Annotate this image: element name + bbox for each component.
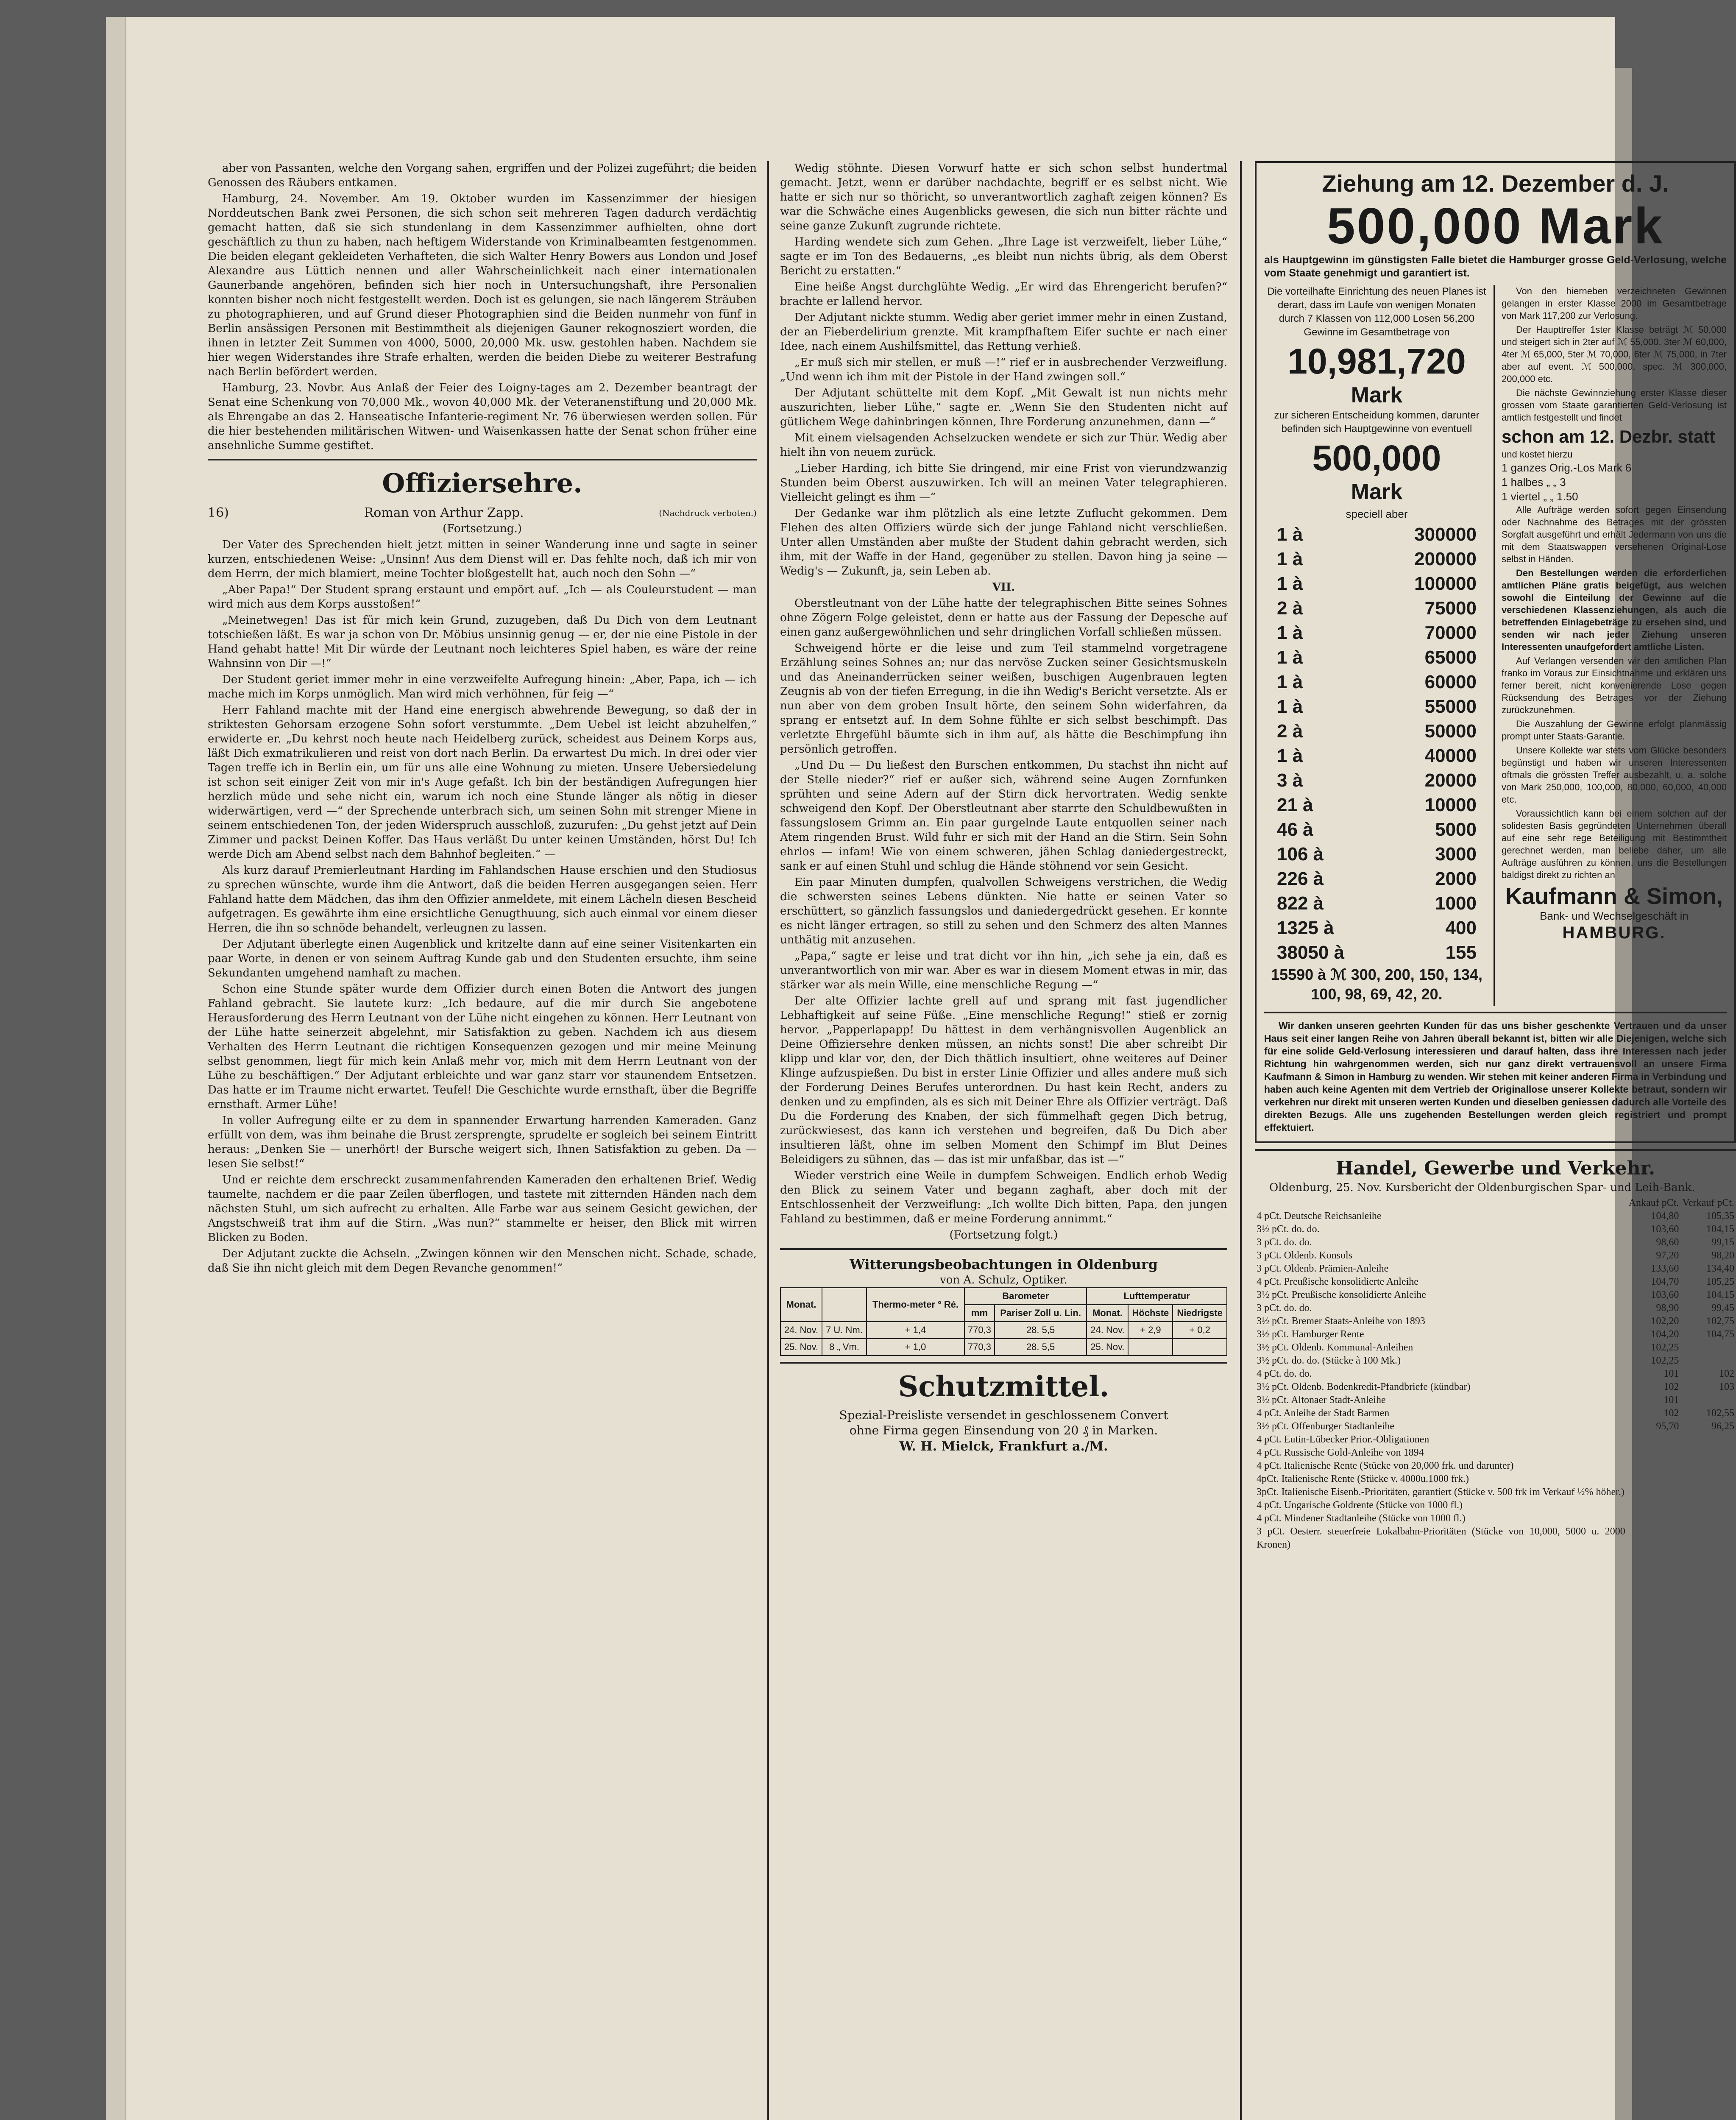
weather-row <box>780 1339 1227 1356</box>
prize-count: 21 à <box>1277 795 1313 815</box>
weather-by: von A. Schulz, Optiker. <box>940 1274 1067 1286</box>
schutz-firm: W. H. Mielck, Frankfurt a./M. <box>899 1439 1108 1454</box>
bourse-rate: 134,40 <box>1706 1263 1734 1274</box>
novel-title: Offiziersehre. <box>382 468 582 499</box>
lottery-left <box>1264 285 1495 1006</box>
novel-continuation: (Fortsetzung.) <box>443 522 522 535</box>
weather-table <box>780 1287 1227 1356</box>
bourse-rate: 104,80 <box>1651 1211 1679 1222</box>
bourse-rate: 103,60 <box>1651 1289 1679 1300</box>
bourse-rate <box>1680 1473 1736 1486</box>
bourse-header-blank <box>1255 1197 1627 1210</box>
prize-count: 1 à <box>1277 672 1303 692</box>
bourse-security: 3½ pCt. do. do. <box>1257 1224 1320 1235</box>
novel-paragraph: „Er muß sich mir stellen, er muß —!“ rief er in ausbrechender Verzweiflung. „Und wenn ich ihm mit der Pistole in der Hand zwingen soll.“ <box>780 356 1227 383</box>
bourse-row <box>1255 1210 1736 1223</box>
bourse-row <box>1255 1302 1736 1315</box>
bourse-row <box>1255 1341 1736 1354</box>
prize-amount: 60000 <box>1424 672 1477 692</box>
bourse-security: 4 pCt. Anleihe der Stadt Barmen <box>1257 1408 1390 1419</box>
bourse-security: 4 pCt. do. do. <box>1257 1368 1312 1379</box>
novel-paragraph: „Lieber Harding, ich bitte Sie dringend, mir eine Frist von vierundzwanzig Stunden beim Oberst auszuwirken. Ich will an meinen Vater telegraphieren. Vielleicht gelingt es ihm —“ <box>780 462 1227 504</box>
bourse-rate: 105,35 <box>1706 1211 1734 1222</box>
prize-count: 106 à <box>1277 844 1324 865</box>
bourse-rate <box>1627 1525 1681 1551</box>
weather-header: mm <box>964 1305 995 1322</box>
prize-row <box>1264 522 1489 547</box>
novel-byline <box>208 505 757 522</box>
novel-paragraph: Wieder verstrich eine Weile in dumpfem Schweigen. Endlich erhob Wedig den Blick zu seinem Vater und begann zaghaft, aber doch mit der Entschlossenheit der Verzweiflung: „Ich wollte Dich bitten, Papa, den jungen Fahland zu bestimmen, daß er meine Forderung annimmt.“ <box>780 1169 1227 1225</box>
prize-count: 1 à <box>1277 622 1303 643</box>
schutz-title: Schutzmittel. <box>898 1370 1109 1403</box>
bourse-security: 3 pCt. Oldenb. Konsols <box>1257 1250 1353 1261</box>
bourse-rate: 102,55 <box>1706 1408 1734 1419</box>
prize-row <box>1264 719 1489 744</box>
novel-paragraph: Schweigend hörte er die leise und zum Teil stammelnd vorgetragene Erzählung seines Sohnes an; nur das nervöse Zucken seiner Gesichtsmuskeln und das Aneinanderrücken seiner weißen, buschigen Augenbrauen legten Zeugnis ab von der tiefen Erregung, in die ihn Wedig's Bericht versetzte. Als er nun aber von dem groben Insult hörte, den seinem Sohn widerfahren, da sprang er entsetzt auf. In dem Sohne fühlte er sich selbst beschimpft. Das verletzte Ehrgefühl bäumte sich in ihm auf, als hätte die Beschimpfung ihn persönlich getroffen. <box>780 642 1227 756</box>
bourse-security: 3½ pCt. Hamburger Rente <box>1257 1329 1364 1340</box>
news-paragraph: Hamburg, 23. Novbr. Aus Anlaß der Feier des Loigny-tages am 2. Dezember beantragt der Senat eine Schenkung von 70,000 Mk., wovon 40,000 Mk. der Veteranenstiftung und 20,000 Mk. als Ehrengabe an das 2. Hanseatische Infanterie-regiment Nr. 76 überwiesen werden sollen. Für die hier bestehenden militärischen Witwen- und Waisenkassen hatte der Senat schon früher eine ansehnliche Summe gestiftet. <box>208 382 757 452</box>
novel-paragraph: Ein paar Minuten dumpfen, qualvollen Schweigens verstrichen, die Wedig die schwersten seines Lebens dünkten. Nie hatte er seinen Vater so erschüttert, so gänzlich fassungslos und daniedergedrückt gesehen. Er konnte es nicht länger ertragen, so still zu sehen und den Schmerz des alten Mannes unthätig mit anzusehen. <box>780 876 1227 946</box>
novel-note: (Nachdruck verboten.) <box>659 508 757 518</box>
bourse-row <box>1255 1512 1736 1525</box>
prize-row <box>1264 940 1489 965</box>
bourse-security: 3 pCt. Oesterr. steuerfreie Lokalbahn-Prioritäten (Stücke von 10,000, 5000 u. 2000 Kronen) <box>1257 1526 1625 1550</box>
bourse-rate <box>1680 1512 1736 1525</box>
column-rule <box>1240 161 1242 2120</box>
bourse-rate: 102 <box>1719 1368 1734 1379</box>
bourse-row <box>1255 1499 1736 1512</box>
novel-paragraph: Der Adjutant zuckte die Achseln. „Zwingen können wir den Menschen nicht. Schade, schade, daß Sie ihn nicht gleich mit dem Degen Revanche genommen!“ <box>208 1247 757 1275</box>
chapter-heading: VII. <box>992 581 1015 594</box>
bourse-rate: 98,90 <box>1656 1303 1679 1314</box>
weather-cell: 25. Nov. <box>780 1339 822 1356</box>
divider <box>1255 1149 1736 1151</box>
lottery-price-intro: und kostet hierzu <box>1502 449 1573 460</box>
lottery-price: 1 ganzes Orig.-Los Mark 6 <box>1502 461 1632 474</box>
prize-row <box>1264 572 1489 596</box>
novel-paragraph: Wedig stöhnte. Diesen Vorwurf hatte er sich schon selbst hundertmal gemacht. Jetzt, wenn er darüber nachdachte, begriff er es selbst nicht. Wie hatte er sich nur so thöricht, so unverantwortlich zaghaft zeigen können? Es war die Schwäche eines Augenblicks gewesen, die sich nun bitter rächte und seine ganze Zukunft zugrunde richtete. <box>780 162 1227 232</box>
novel-paragraph: In voller Aufregung eilte er zu dem in spannender Erwartung harrenden Kameraden. Ganz erfüllt von dem, was ihm beinahe die Brust zersprengte, sprudelte er sogleich bei seinem Eintritt heraus: „Denken Sie — unerhört! der Bursche weigert sich, Ihnen Satisfaktion zu geben. Da — lesen Sie selbst!“ <box>208 1114 757 1170</box>
bourse-intro: Oldenburg, 25. Nov. Kursbericht der Oldenburgischen Spar- und Leih-Bank. <box>1269 1181 1695 1194</box>
weather-cell: 25. Nov. <box>1087 1339 1128 1356</box>
bourse-rate: 102 <box>1664 1381 1679 1392</box>
weather-header: Niedrigste <box>1173 1305 1227 1322</box>
bourse-rate: 99,15 <box>1711 1237 1734 1248</box>
novel-paragraph: Als kurz darauf Premierleutnant Harding im Fahlandschen Hause erschien und den Studiosus zu sprechen wünschte, wurde ihm die Antwort, daß die beiden Herren ausgegangen seien. Herr Fahland hatte dem Mädchen, das ihm den Offizier anmeldete, mit einem Lächeln diesen Bescheid aufgetragen. Es gewährte ihm eine ersichtliche Genugthuung, sich auch einmal vor einem dieser Herren, die ihn so schnöde behandelt, verleugnen zu lassen. <box>208 864 757 934</box>
news-paragraph: aber von Passanten, welche den Vorgang sahen, ergriffen und der Polizei zugeführt; die beiden Genossen des Räubers entkamen. <box>208 162 757 189</box>
continuation-note: (Fortsetzung folgt.) <box>949 1229 1058 1241</box>
weather-cell: 8 „ Vm. <box>822 1339 867 1356</box>
bourse-rate: 104,15 <box>1706 1224 1734 1235</box>
weather-cell <box>1128 1339 1173 1356</box>
prize-row <box>1264 621 1489 645</box>
bourse-security: 3½ pCt. Oldenb. Bodenkredit-Pfandbriefe (kündbar) <box>1257 1381 1471 1392</box>
prize-count: 1 à <box>1277 696 1303 717</box>
bourse-title: Handel, Gewerbe und Verkehr. <box>1335 1158 1655 1179</box>
lottery-date: schon am 12. Dezbr. statt <box>1502 427 1716 446</box>
lottery-right-text: Auf Verlangen versenden wir den amtlichen Plan franko im Voraus zur Einsichtnahme und erklären uns ferner bereit, nicht konvenierende Lose gegen Rücksendung des Betrages vor der Ziehung zurückzunehmen. <box>1502 656 1727 715</box>
schutz-line: ohne Firma gegen Einsendung von 20 ₰ in Marken. <box>849 1423 1158 1437</box>
weather-cell: + 1,4 <box>867 1322 964 1339</box>
weather-group-header: Lufttemperatur <box>1087 1288 1227 1305</box>
bourse-rate: 105,25 <box>1706 1276 1734 1287</box>
weather-cell: 28. 5,5 <box>995 1322 1087 1339</box>
bourse-rate <box>1627 1486 1681 1499</box>
bourse-rate <box>1680 1499 1736 1512</box>
bourse-row <box>1255 1223 1736 1236</box>
schutz-line: Spezial-Preisliste versendet in geschlossenem Convert <box>839 1408 1168 1422</box>
divider <box>780 1362 1227 1364</box>
weather-header: Monat. <box>780 1288 822 1322</box>
weather-header <box>822 1288 867 1322</box>
newspaper-page <box>106 17 1734 2120</box>
schutz-ad <box>780 1370 1227 1455</box>
lottery-total: 10,981,720 <box>1287 341 1466 381</box>
bourse-security: 3½ pCt. Bremer Staats-Anleihe von 1893 <box>1257 1316 1425 1327</box>
prize-amount: 75000 <box>1424 598 1477 619</box>
prize-amount: 3000 <box>1435 844 1477 865</box>
news-paragraph: Hamburg, 24. November. Am 19. Oktober wurden im Kassenzimmer der hiesigen Norddeutschen Bank zwei Personen, die sich schon seit mehreren Tagen dadurch verdächtig gemacht hatten, daß sie sich stundenlang in dem Kassenzimmer aufhielten, ohne dort geschäftlich zu thun zu haben, nach heftigem Widerstande von Kriminalbeamten festgenommen. Die beiden elegant gekleideten Verhafteten, die sich Walter Henry Bowers aus London und Josef Alexandre aus Lüttich nennen und aller Wahrscheinlichkeit nach einer internationalen Gaunerbande angehören, befinden sich hier noch in Untersuchungshaft, ihre Personalien konnten bisher noch nicht festgestellt werden. Doch ist es gelungen, sie nach längerem Sträuben zu photographieren, und auf Grund dieser Photographien sind die Beiden nunmehr von fünf in Berlin ansässigen Personen mit Bestimmtheit als diejenigen Gauner rekognosziert worden, die ihnen in letzter Zeit Summen von 4000, 5000, 20,000 Mk. usw. gestohlen haben. Nachdem sie hier wegen Widerstandes ihre Strafe erhalten, werden die beiden Diebe zu weiterer Bestrafung nach Berlin befördert werden. <box>208 192 757 378</box>
prize-row <box>1264 547 1489 572</box>
bourse-row <box>1255 1381 1736 1394</box>
bourse-rate: 102,20 <box>1651 1316 1679 1327</box>
prize-count: 1325 à <box>1277 918 1334 938</box>
novel-paragraph: Der alte Offizier lachte grell auf und sprang mit fast jugendlicher Lebhaftigkeit auf seine Füße. „Eine menschliche Regung!“ stieß er zornig hervor. „Papperlapapp! Du hättest in dem verhängnisvollen Augenblick an Deine Offiziersehre denken müssen, an nichts sonst! Die aber schreibt Dir klipp und klar vor, den, der Dich thätlich insultiert, ohne weiteres auf Deiner Klinge aufzuspießen. Du bist in erster Linie Offizier und alles andere muß sich der Forderung Deines Berufes unterordnen. Du hast kein Recht, anders zu denken und zu empfinden, als es sich mit Deiner Ehre als Offizier verträgt. Daß Du die Forderung des Knaben, der sich fümmelhaft gegen Dich betrug, zurückwiesest, das kann ich verstehen und begreifen, daß Du Dich aber insultieren läßt, ohne im selben Moment den Schimpf im Blut Deines Beleidigers zu sühnen, das — das ist mir unfaßbar, das ist —“ <box>780 995 1227 1166</box>
lottery-right-text: Die nächste Gewinnziehung erster Klasse dieser grossen vom Staate garantierten Geld-Verlosung ist amtlich festgestellt und findet <box>1502 388 1727 423</box>
bourse-rate <box>1627 1512 1681 1525</box>
bourse-rate: 104,20 <box>1651 1329 1679 1340</box>
bourse-rate <box>1680 1459 1736 1473</box>
weather-cell <box>1173 1339 1227 1356</box>
binding-strip <box>106 17 126 2120</box>
column-3 <box>1255 161 1736 2120</box>
prize-row <box>1264 867 1489 891</box>
bourse-rate <box>1680 1486 1736 1499</box>
prize-row <box>1264 596 1489 621</box>
bourse-row <box>1255 1486 1736 1499</box>
novel-paragraph: Der Vater des Sprechenden hielt jetzt mitten in seiner Wanderung inne und sagte in seiner kurzen, entschiedenen Weise: „Unsinn! Aus dem Dienst will er. Das fehlte noch, daß ich mir von dem Herrn, der mich blamiert, meine Tochter bloßgestellt hat, auch noch den Sohn —“ <box>208 538 757 580</box>
bourse-table <box>1255 1197 1736 1551</box>
bourse-rate: 99,45 <box>1711 1303 1734 1314</box>
divider <box>208 459 757 460</box>
bourse-rate <box>1627 1499 1681 1512</box>
prize-amount: 300000 <box>1414 524 1477 545</box>
prize-list <box>1264 522 1489 965</box>
bourse-row <box>1255 1433 1736 1446</box>
lottery-right <box>1502 285 1727 1006</box>
novel-paragraph: Eine heiße Angst durchglühte Wedig. „Er wird das Ehrengericht berufen?“ brachte er lallend hervor. <box>780 281 1227 308</box>
prize-amount: 65000 <box>1424 647 1477 668</box>
bourse-row <box>1255 1328 1736 1341</box>
bourse-row <box>1255 1275 1736 1289</box>
weather-header: Höchste <box>1128 1305 1173 1322</box>
novel-paragraph: Oberstleutnant von der Lühe hatte der telegraphischen Bitte seines Sohnes ohne Zögern Folge geleistet, denn er hatte aus der Fassung der Depesche auf einen ganz außergewöhnlichen und sehr dringlichen Vorfall schließen müssen. <box>780 597 1227 639</box>
lottery-two-col <box>1264 285 1727 1006</box>
bourse-security: 3½ pCt. Oldenb. Kommunal-Anleihen <box>1257 1342 1413 1353</box>
column-rule <box>767 161 769 2120</box>
lottery-mark2: Mark <box>1351 480 1403 504</box>
bourse-rate: 96,25 <box>1711 1421 1734 1432</box>
prize-amount: 1000 <box>1435 893 1477 914</box>
lottery-left-text: Die vorteilhafte Einrichtung des neuen Planes ist derart, dass im Laufe von wenigen Monaten durch 7 Klassen von 112,000 Losen 56,200 Gewinne im Gesamtbetrage von <box>1267 286 1486 338</box>
lottery-right-text: Die Auszahlung der Gewinne erfolgt planmässig prompt unter Staats-Garantie. <box>1502 719 1727 742</box>
novel-paragraph: Schon eine Stunde später wurde dem Offizier durch einen Boten die Antwort des jungen Fahland gebracht. Sie lautete kurz: „Ich bedaure, auf die mir durch Sie angebotene Herausforderung des Herrn Leutnant von der Lühe nicht eingehen zu können. Herr Leutnant von der Lühe hatte seinerzeit abgelehnt, mir Satisfaktion zu geben. Nachdem ich aus diesem Verhalten des Herrn Leutnant die richtigen Konsequenzen gezogen und mir meine Meinung selbst genommen, liegt für mich kein Anlaß mehr vor, mich mit dem Herrn Leutnant von der Lühe zu beschäftigen.“ Der Adjutant erbleichte und war ganz starr vor staunendem Entsetzen. Das hatte er im Traume nicht erwartet. Teufel! Die Geschichte wurde ernsthaft, über die Begriffe ernsthaft. Armer Lühe! <box>208 983 757 1111</box>
novel-paragraph: „Und Du — Du ließest den Burschen entkommen, Du stachst ihn nicht auf der Stelle nieder?“ rief er außer sich, während seine Augen Zornfunken sprühten und seine Adern auf der Stirn dick hervortraten. Wedig senkte schweigend den Kopf. Der Oberstleutnant aber starrte den Schuldbewußten in fassungslosem Grimm an. Ein paar gurgelnde Laute entquollen seiner nach Atem ringenden Brust. Wild fuhr er sich mit der Hand an die Stirn. Sein Sohn ehrlos — infam! Wie von einem schweren, jähen Schlag daniedergestreckt, sank er auf einen Stuhl und schlug die Hände stöhnend vor sein Gesicht. <box>780 759 1227 873</box>
lottery-mark: Mark <box>1351 383 1403 407</box>
bourse-row <box>1255 1289 1736 1302</box>
bourse-row <box>1255 1367 1736 1381</box>
bourse-security: 4 pCt. Ungarische Goldrente (Stücke von 1000 fl.) <box>1257 1500 1463 1511</box>
bourse-row <box>1255 1525 1736 1551</box>
weather-cell: + 0,2 <box>1173 1322 1227 1339</box>
prize-amount: 10000 <box>1424 795 1477 815</box>
lottery-left-text2: zur sicheren Entscheidung kommen, darunter befinden sich Hauptgewinne von eventuell <box>1274 410 1480 435</box>
novel-paragraph: Der Adjutant überlegte einen Augenblick und kritzelte dann auf eine seiner Visitenkarten ein paar Worte, in denen er von seinem Auftrag Kunde gab und den Studenten ersuchte, ihm seine Sekundanten umgehend namhaft zu machen. <box>208 938 757 979</box>
bourse-row <box>1255 1354 1736 1367</box>
bourse-row <box>1255 1420 1736 1433</box>
novel-paragraph: Der Adjutant nickte stumm. Wedig aber geriet immer mehr in einen Zustand, der an Fieberdelirium grenzte. Mit krampfhaftem Eifer suchte er nach einer Idee, nach einem Aushilfsmittel, das Rettung verhieß. <box>780 311 1227 353</box>
bourse-security: 3 pCt. do. do. <box>1257 1303 1312 1314</box>
prize-count: 1 à <box>1277 524 1303 545</box>
prize-amount: 5000 <box>1435 819 1477 840</box>
weather-cell: + 1,0 <box>867 1339 964 1356</box>
bourse-row <box>1255 1446 1736 1459</box>
bourse-rate <box>1627 1433 1681 1446</box>
bourse-row <box>1255 1236 1736 1249</box>
prize-count: 2 à <box>1277 598 1303 619</box>
column-2 <box>780 161 1227 2120</box>
prize-count: 3 à <box>1277 770 1303 791</box>
weather-cell: + 2,9 <box>1128 1322 1173 1339</box>
bourse-rate: 133,60 <box>1651 1263 1679 1274</box>
bourse-security: 3½ pCt. do. do. (Stücke à 100 Mk.) <box>1257 1355 1401 1366</box>
prize-row <box>1264 842 1489 867</box>
prize-row <box>1264 768 1489 793</box>
lottery-right-text: Unsere Kollekte war stets vom Glücke besonders begünstigt und haben wir unseren Interessenten oftmals die grössten Treffer ausbezahlt, u. a. solche von Mark 250,000, 100,000, 80,000, 60,000, 40,000 etc. <box>1502 745 1727 805</box>
lottery-right-text: Von den hierneben verzeichneten Gewinnen gelangen in erster Klasse 2000 im Gesamtbetrage von Mark 117,200 zur Verlosung. <box>1502 286 1727 321</box>
bourse-security: 3½ pCt. Preußische konsolidierte Anleihe <box>1257 1289 1426 1300</box>
bourse-security: 4 pCt. Preußische konsolidierte Anleihe <box>1257 1276 1418 1287</box>
bourse-row <box>1255 1315 1736 1328</box>
bourse-rate <box>1680 1433 1736 1446</box>
bourse-col-head: Verkauf pCt. <box>1682 1197 1734 1208</box>
bourse-security: 4 pCt. Mindener Stadtanleihe (Stücke von 1000 fl.) <box>1257 1513 1466 1524</box>
bourse-col-head: Ankauf pCt. <box>1628 1197 1679 1208</box>
prize-count: 1 à <box>1277 549 1303 569</box>
weather-box <box>780 1256 1227 1356</box>
bourse-rate: 104,15 <box>1706 1289 1734 1300</box>
prize-row <box>1264 793 1489 817</box>
bourse-rate: 102,75 <box>1706 1316 1734 1327</box>
lottery-head: Ziehung am 12. Dezember d. J. <box>1322 170 1669 197</box>
prize-amount: 200000 <box>1414 549 1477 569</box>
bourse-row <box>1255 1394 1736 1407</box>
weather-group-header: Barometer <box>964 1288 1087 1305</box>
weather-header: Pariser Zoll u. Lin. <box>995 1305 1087 1322</box>
bourse-rate: 101 <box>1664 1368 1679 1379</box>
lottery-footer: Wir danken unseren geehrten Kunden für das uns bisher geschenkte Vertrauen und da unser Haus seit einer langen Reihe von Jahren überall bekannt ist, bitten wir alle Diejenigen, welche sich für eine solide Geld-Verlosung interessieren und darauf halten, dass ihre Interessen nach jeder Richtung hin wahrgenommen werden, sich nur ganz direkt vertrauensvoll an unsere Firma Kaufmann & Simon in Hamburg zu wenden. Wir stehen mit keiner anderen Firma in Verbindung und haben auch keine Agenten mit dem Vertrieb der Originallose unserer Kollekte betraut, sondern wir verkehren nur direkt mit unseren werten Kunden und dieselben geniessen dadurch alle Vorteile des direkten Bezugs. Alle uns zugehenden Bestellungen werden gleich registriert und prompt effektuiert. <box>1264 1020 1727 1133</box>
novel-paragraph: „Aber Papa!“ Der Student sprang erstaunt und empört auf. „Ich — als Couleurstudent — man wird mich aus dem Korps ausstoßen!“ <box>208 583 757 611</box>
prize-amount: 70000 <box>1424 622 1477 643</box>
prize-amount: 155 <box>1445 942 1477 963</box>
prize-count: 1 à <box>1277 573 1303 594</box>
weather-cell: 24. Nov. <box>1087 1322 1128 1339</box>
bourse-row <box>1255 1459 1736 1473</box>
bourse-rate <box>1627 1459 1681 1473</box>
lottery-price: 1 halbes „ „ 3 <box>1502 476 1566 488</box>
prize-row <box>1264 645 1489 670</box>
bourse-rate: 97,20 <box>1656 1250 1679 1261</box>
weather-row <box>780 1322 1227 1339</box>
novel-paragraph: Harding wendete sich zum Gehen. „Ihre Lage ist verzweifelt, lieber Lühe,“ sagte er im Ton des Bedauerns, „es bleibt nun nichts übrig, als dem Oberst Bericht zu erstatten.“ <box>780 236 1227 277</box>
bourse-rate: 103 <box>1719 1381 1734 1392</box>
bourse-row <box>1255 1473 1736 1486</box>
lottery-right-text: Voraussichtlich kann bei einem solchen auf der solidesten Basis gegründeten Unternehmen überall auf eine sehr rege Beteiligung mit Bestimmtheit gerechnet werden, man beliebe daher, um alle Aufträge ausführen zu können, uns die Bestellungen baldigst direkt zu richten an <box>1502 808 1727 880</box>
bourse-security: 3 pCt. Oldenb. Prämien-Anleihe <box>1257 1263 1389 1274</box>
bourse-rate <box>1680 1525 1736 1551</box>
prize-count: 822 à <box>1277 893 1324 914</box>
lottery-right-text: Der Haupttreffer 1ster Klasse beträgt ℳ 50,000 und steigert sich in 2ter auf ℳ 55,000, 3ter ℳ 60,000, 4ter ℳ 65,000, 5ter ℳ 70,000, 6ter ℳ 75,000, in 7ter aber auf event. ℳ 500,000, spec. ℳ 300,000, 200,000 etc. <box>1502 324 1727 384</box>
prize-row <box>1264 891 1489 916</box>
weather-cell: 770,3 <box>964 1339 995 1356</box>
prize-count: 1 à <box>1277 647 1303 668</box>
prize-row <box>1264 695 1489 719</box>
bourse-security: 3½ pCt. Altonaer Stadt-Anleihe <box>1257 1395 1386 1406</box>
lottery-firm-sub: Bank- und Wechselgeschäft in <box>1540 909 1689 922</box>
prize-amount: 2000 <box>1435 868 1477 889</box>
bourse-rate <box>1680 1341 1736 1354</box>
bourse-rate: 98,60 <box>1656 1237 1679 1248</box>
bourse-rate: 102,25 <box>1651 1342 1679 1353</box>
bourse-rate <box>1680 1446 1736 1459</box>
lottery-max: 500,000 <box>1312 438 1441 478</box>
bourse-rate <box>1680 1354 1736 1367</box>
novel-paragraph: Und er reichte dem erschreckt zusammenfahrenden Kameraden den erhaltenen Brief. Wedig taumelte, nachdem er die paar Zeilen überflogen, und tastete mit zitternden Händen nach dem nächsten Stuhl, um sich aufrecht zu erhalten. Alle Farbe war aus seinem Gesicht gewichen, der Angstschweiß trat ihm auf die Stirn. „Was nun?“ stammelte er heiser, den Blick mit wirren Blicken zu Boden. <box>208 1174 757 1244</box>
bourse-rate: 98,20 <box>1711 1250 1734 1261</box>
weather-header: Monat. <box>1087 1305 1128 1322</box>
lottery-price: 1 viertel „ „ 1.50 <box>1502 490 1578 503</box>
novel-author: Roman von Arthur Zapp. <box>364 505 524 520</box>
weather-title: Witterungsbeobachtungen in Oldenburg <box>849 1256 1158 1272</box>
novel-paragraph: Der Adjutant schüttelte mit dem Kopf. „Mit Gewalt ist nun nichts mehr auszurichten, lieber Lühe,“ sagte er. „Wenn Sie den Studenten nicht auf gütlichem Wege dahinbringen können, Ihre Forderung anzunehmen, dann —“ <box>780 387 1227 428</box>
prize-count: 38050 à <box>1277 942 1345 963</box>
novel-paragraph: Der Gedanke war ihm plötzlich als eine letzte Zuflucht gekommen. Dem Flehen des alten Offiziers würde sich der junge Fahland nicht verschließen. Unter allen Umständen aber mußte der Student dahin gebracht werden, sich ihm, mit der Waffe in der Hand, gegenüber zu stellen. Davon hing ja seine — Wedig's — Zukunft, ja, sein Leben ab. <box>780 507 1227 577</box>
lottery-right-text: Den Bestellungen werden die erforderlichen amtlichen Pläne gratis beigefügt, aus welchen sowohl die Einteilung der Gewinne auf die verschiedenen Klassenziehungen, als auch die betreffenden Einlagebeträge zu ersehen sind, und senden wir nach jeder Ziehung unseren Interessenten unaufgefordert amtliche Listen. <box>1502 568 1727 652</box>
weather-cell: 7 U. Nm. <box>822 1322 867 1339</box>
bourse-rate <box>1680 1394 1736 1407</box>
bourse-rate: 102 <box>1664 1408 1679 1419</box>
novel-paragraph: „Papa,“ sagte er leise und trat dicht vor ihn hin, „ich sehe ja ein, daß es unverantwortlich von mir war. Aber es war in diesem Moment etwas in mir, das stärker war als mein Wille, eine menschliche Regung —“ <box>780 950 1227 991</box>
prize-count: 1 à <box>1277 745 1303 766</box>
bourse-security: 4 pCt. Russische Gold-Anleihe von 1894 <box>1257 1447 1424 1458</box>
novel-paragraph: „Meinetwegen! Das ist für mich kein Grund, zuzugeben, daß Du Dich von dem Leutnant totschießen läßt. Es war ja schon von Dr. Möbius unsinnig genug — er, der nie eine Pistole in der Hand gehabt hatte! Mit Dir würde der Leutnant noch leichteres Spiel haben, es wäre der reine Wahnsinn von Dir —!“ <box>208 614 757 670</box>
novel-paragraph: Herr Fahland machte mit der Hand eine energisch abwehrende Bewegung, so daß der in striktesten Gehorsam erzogene Sohn sofort verstummte. „Dem Uebel ist leicht abzuhelfen,“ erwiderte er. „Du kehrst noch heute nach Heidelberg zurück, scheidest aus Deinem Korps aus, läßt Dich exmatrikulieren und reist von dort nach Berlin. Da erwartest Du mich. In drei oder vier Tagen treffe ich in Berlin ein, um für uns alle eine Wohnung zu mieten. Unsere Uebersiedelung ist schon seit einiger Zeit von mir in's Auge gefaßt. Ich bin der beständigen Aufregungen hier herzlich müde und sehe nicht ein, warum ich noch eine Stunde länger als nötig in dieser widerwärtigen, verd —“ der Sprechende unterbrach sich, um seinen Sohn mit strenger Miene in seinem entschiedenen Ton, der jeden Widerspruch ausschloß, zuzurufen: „Du gehst jetzt auf Dein Zimmer und packst Deinen Koffer. Das Haus verläßt Du unter keinen Umständen, hörst Du! Ich werde Dich am Abend selbst nach dem Bahnhof begleiten.“ — <box>208 704 757 861</box>
bourse-row <box>1255 1249 1736 1262</box>
weather-cell: 24. Nov. <box>780 1322 822 1339</box>
bourse-row <box>1255 1262 1736 1275</box>
divider <box>1264 1012 1727 1013</box>
bourse-rate: 104,70 <box>1651 1276 1679 1287</box>
lottery-big: 500,000 Mark <box>1326 198 1664 254</box>
novel-paragraph: Der Student geriet immer mehr in eine verzweifelte Aufregung hinein: „Aber, Papa, ich — ich mache mich im Korps unmöglich. Man wird mich verhöhnen, für feig —“ <box>208 673 757 700</box>
lottery-speciell: speciell aber <box>1346 508 1408 520</box>
lottery-firm-city: HAMBURG. <box>1562 923 1666 942</box>
weather-header: Thermo-meter ° Ré. <box>867 1288 964 1322</box>
prize-row <box>1264 817 1489 842</box>
prize-amount: 50000 <box>1424 721 1477 742</box>
prize-row <box>1264 670 1489 695</box>
prize-count: 226 à <box>1277 868 1324 889</box>
bourse-security: 4 pCt. Deutsche Reichsanleihe <box>1257 1211 1382 1222</box>
novel-paragraph: Mit einem vielsagenden Achselzucken wendete er sich zur Thür. Wedig aber hielt ihn von neuem zurück. <box>780 432 1227 459</box>
weather-cell: 770,3 <box>964 1322 995 1339</box>
lottery-ad <box>1255 161 1736 1143</box>
prize-amount: 400 <box>1445 918 1477 938</box>
prizes-rest: 15590 à ℳ 300, 200, 150, 134, 100, 98, 69, 42, 20. <box>1271 966 1482 1003</box>
bourse-rate <box>1627 1473 1681 1486</box>
prize-amount: 40000 <box>1424 745 1477 766</box>
novel-number: 16) <box>208 505 229 520</box>
bourse-security: 3pCt. Italienische Eisenb.-Prioritäten, garantiert (Stücke v. 500 frk im Verkauf ½% höher.) <box>1257 1487 1625 1498</box>
divider <box>780 1248 1227 1250</box>
prize-row <box>1264 744 1489 768</box>
prize-amount: 55000 <box>1424 696 1477 717</box>
bourse-security: 4 pCt. Italienische Rente (Stücke von 20,000 frk. und darunter) <box>1257 1460 1514 1471</box>
bourse-rate: 101 <box>1664 1395 1679 1406</box>
prize-count: 46 à <box>1277 819 1313 840</box>
lottery-intro: als Hauptgewinn im günstigsten Falle bietet die Hamburger grosse Geld-Verlosung, welche vom Staate genehmigt und garantiert ist. <box>1264 254 1727 279</box>
bourse-security: 4pCt. Italienische Rente (Stücke v. 4000u.1000 frk.) <box>1257 1473 1469 1484</box>
bourse-rate <box>1627 1446 1681 1459</box>
bourse-security: 3 pCt. do. do. <box>1257 1237 1312 1248</box>
prize-count: 2 à <box>1277 721 1303 742</box>
lottery-firm: Kaufmann & Simon, <box>1505 884 1723 909</box>
prize-amount: 20000 <box>1424 770 1477 791</box>
lottery-right-text: Alle Aufträge werden sofort gegen Einsendung oder Nachnahme des Betrages mit der grössten Sorgfalt ausgeführt und erhält Jedermann von uns die mit dem Staatswappen versehenen Original-Lose selbst in Händen. <box>1502 505 1727 564</box>
bourse-rate: 103,60 <box>1651 1224 1679 1235</box>
prize-row <box>1264 916 1489 940</box>
column-1 <box>208 161 757 2120</box>
bourse-rate: 95,70 <box>1656 1421 1679 1432</box>
prize-amount: 100000 <box>1414 573 1477 594</box>
bourse-security: 4 pCt. Eutin-Lübecker Prior.-Obligationen <box>1257 1434 1429 1445</box>
bourse-security: 3½ pCt. Offenburger Stadtanleihe <box>1257 1421 1395 1432</box>
weather-cell: 28. 5,5 <box>995 1339 1087 1356</box>
bourse-row <box>1255 1407 1736 1420</box>
bourse-rate: 104,75 <box>1706 1329 1734 1340</box>
bourse-rate: 102,25 <box>1651 1355 1679 1366</box>
